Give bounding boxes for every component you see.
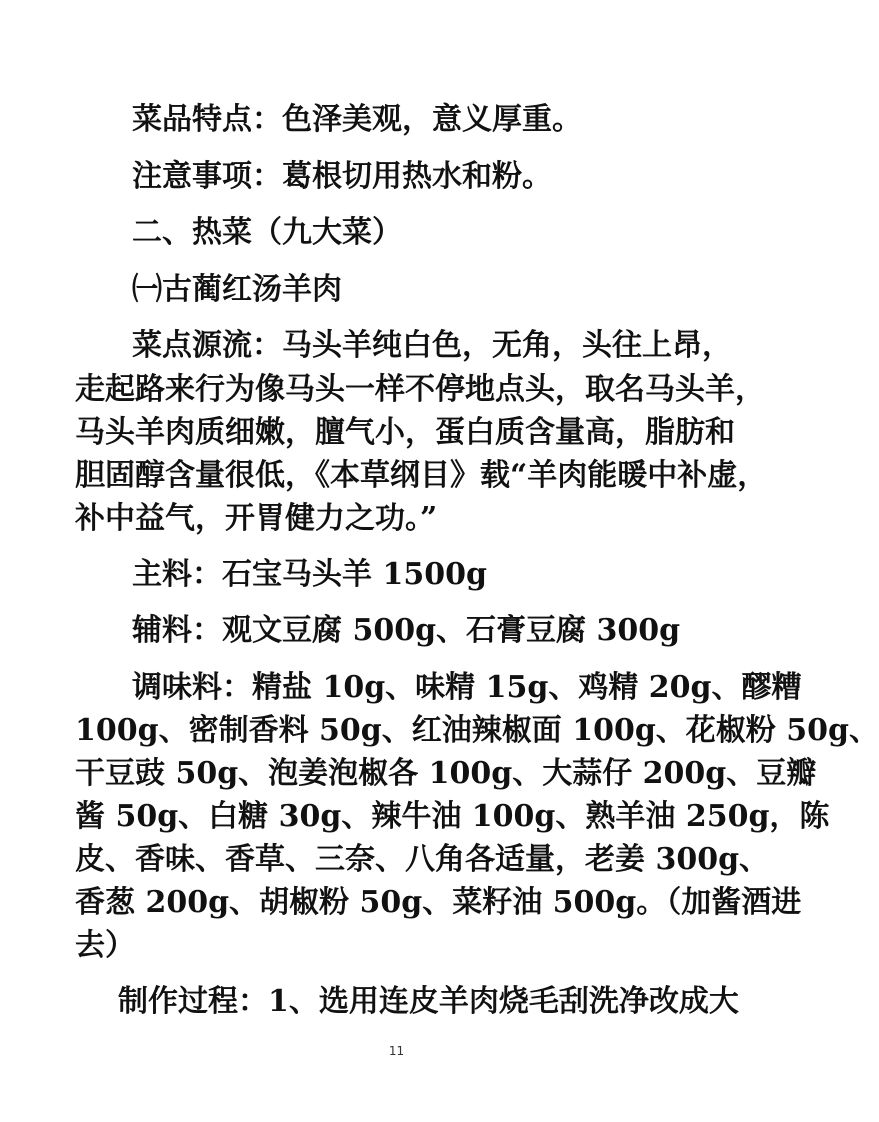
seasoning-paragraph-line-7: 去） xyxy=(75,928,135,963)
seasoning-paragraph-line-4: 酱 50g、白糖 30g、辣牛油 100g、熟羊油 250g，陈 xyxy=(75,799,830,834)
seasoning-paragraph-line-3: 干豆豉 50g、泡姜泡椒各 100g、大蒜仔 200g、豆瓣 xyxy=(75,756,817,791)
page-number: 11 xyxy=(388,1044,405,1058)
origin-paragraph-line-2: 走起路来行为像马头一样不停地点头，取名马头羊， xyxy=(75,372,765,407)
origin-paragraph-line-4: 胆固醇含量很低，《本草纲目》载“羊肉能暖中补虚， xyxy=(75,458,768,493)
section-heading-hot-dishes: 二、热菜（九大菜） xyxy=(132,215,402,250)
seasoning-paragraph-line-2: 100g、密制香料 50g、红油辣椒面 100g、花椒粉 50g、 xyxy=(75,713,879,748)
auxiliary-ingredient-line: 辅料：观文豆腐 500g、石膏豆腐 300g xyxy=(132,613,681,648)
seasoning-paragraph-line-6: 香葱 200g、胡椒粉 50g、菜籽油 500g。（加酱酒进 xyxy=(75,885,802,920)
dish-title: ㈠古蔺红汤羊肉 xyxy=(132,272,342,307)
seasoning-paragraph-line-1: 调味料：精盐 10g、味精 15g、鸡精 20g、醪糟 xyxy=(132,670,802,705)
origin-paragraph-line-1: 菜点源流：马头羊纯白色，无角，头往上昂， xyxy=(132,328,732,363)
seasoning-paragraph-line-5: 皮、香味、香草、三奈、八角各适量，老姜 300g、 xyxy=(75,842,770,877)
origin-paragraph-line-5: 补中益气，开胃健力之功。” xyxy=(75,501,438,536)
origin-paragraph-line-3: 马头羊肉质细嫩，膻气小，蛋白质含量高，脂肪和 xyxy=(75,415,735,450)
notes-line: 注意事项：葛根切用热水和粉。 xyxy=(132,159,552,194)
preparation-line: 制作过程：1、选用连皮羊肉烧毛刮洗净改成大 xyxy=(118,984,739,1019)
dish-features-line: 菜品特点：色泽美观，意义厚重。 xyxy=(132,102,582,137)
main-ingredient-line: 主料：石宝马头羊 1500g xyxy=(132,557,487,592)
